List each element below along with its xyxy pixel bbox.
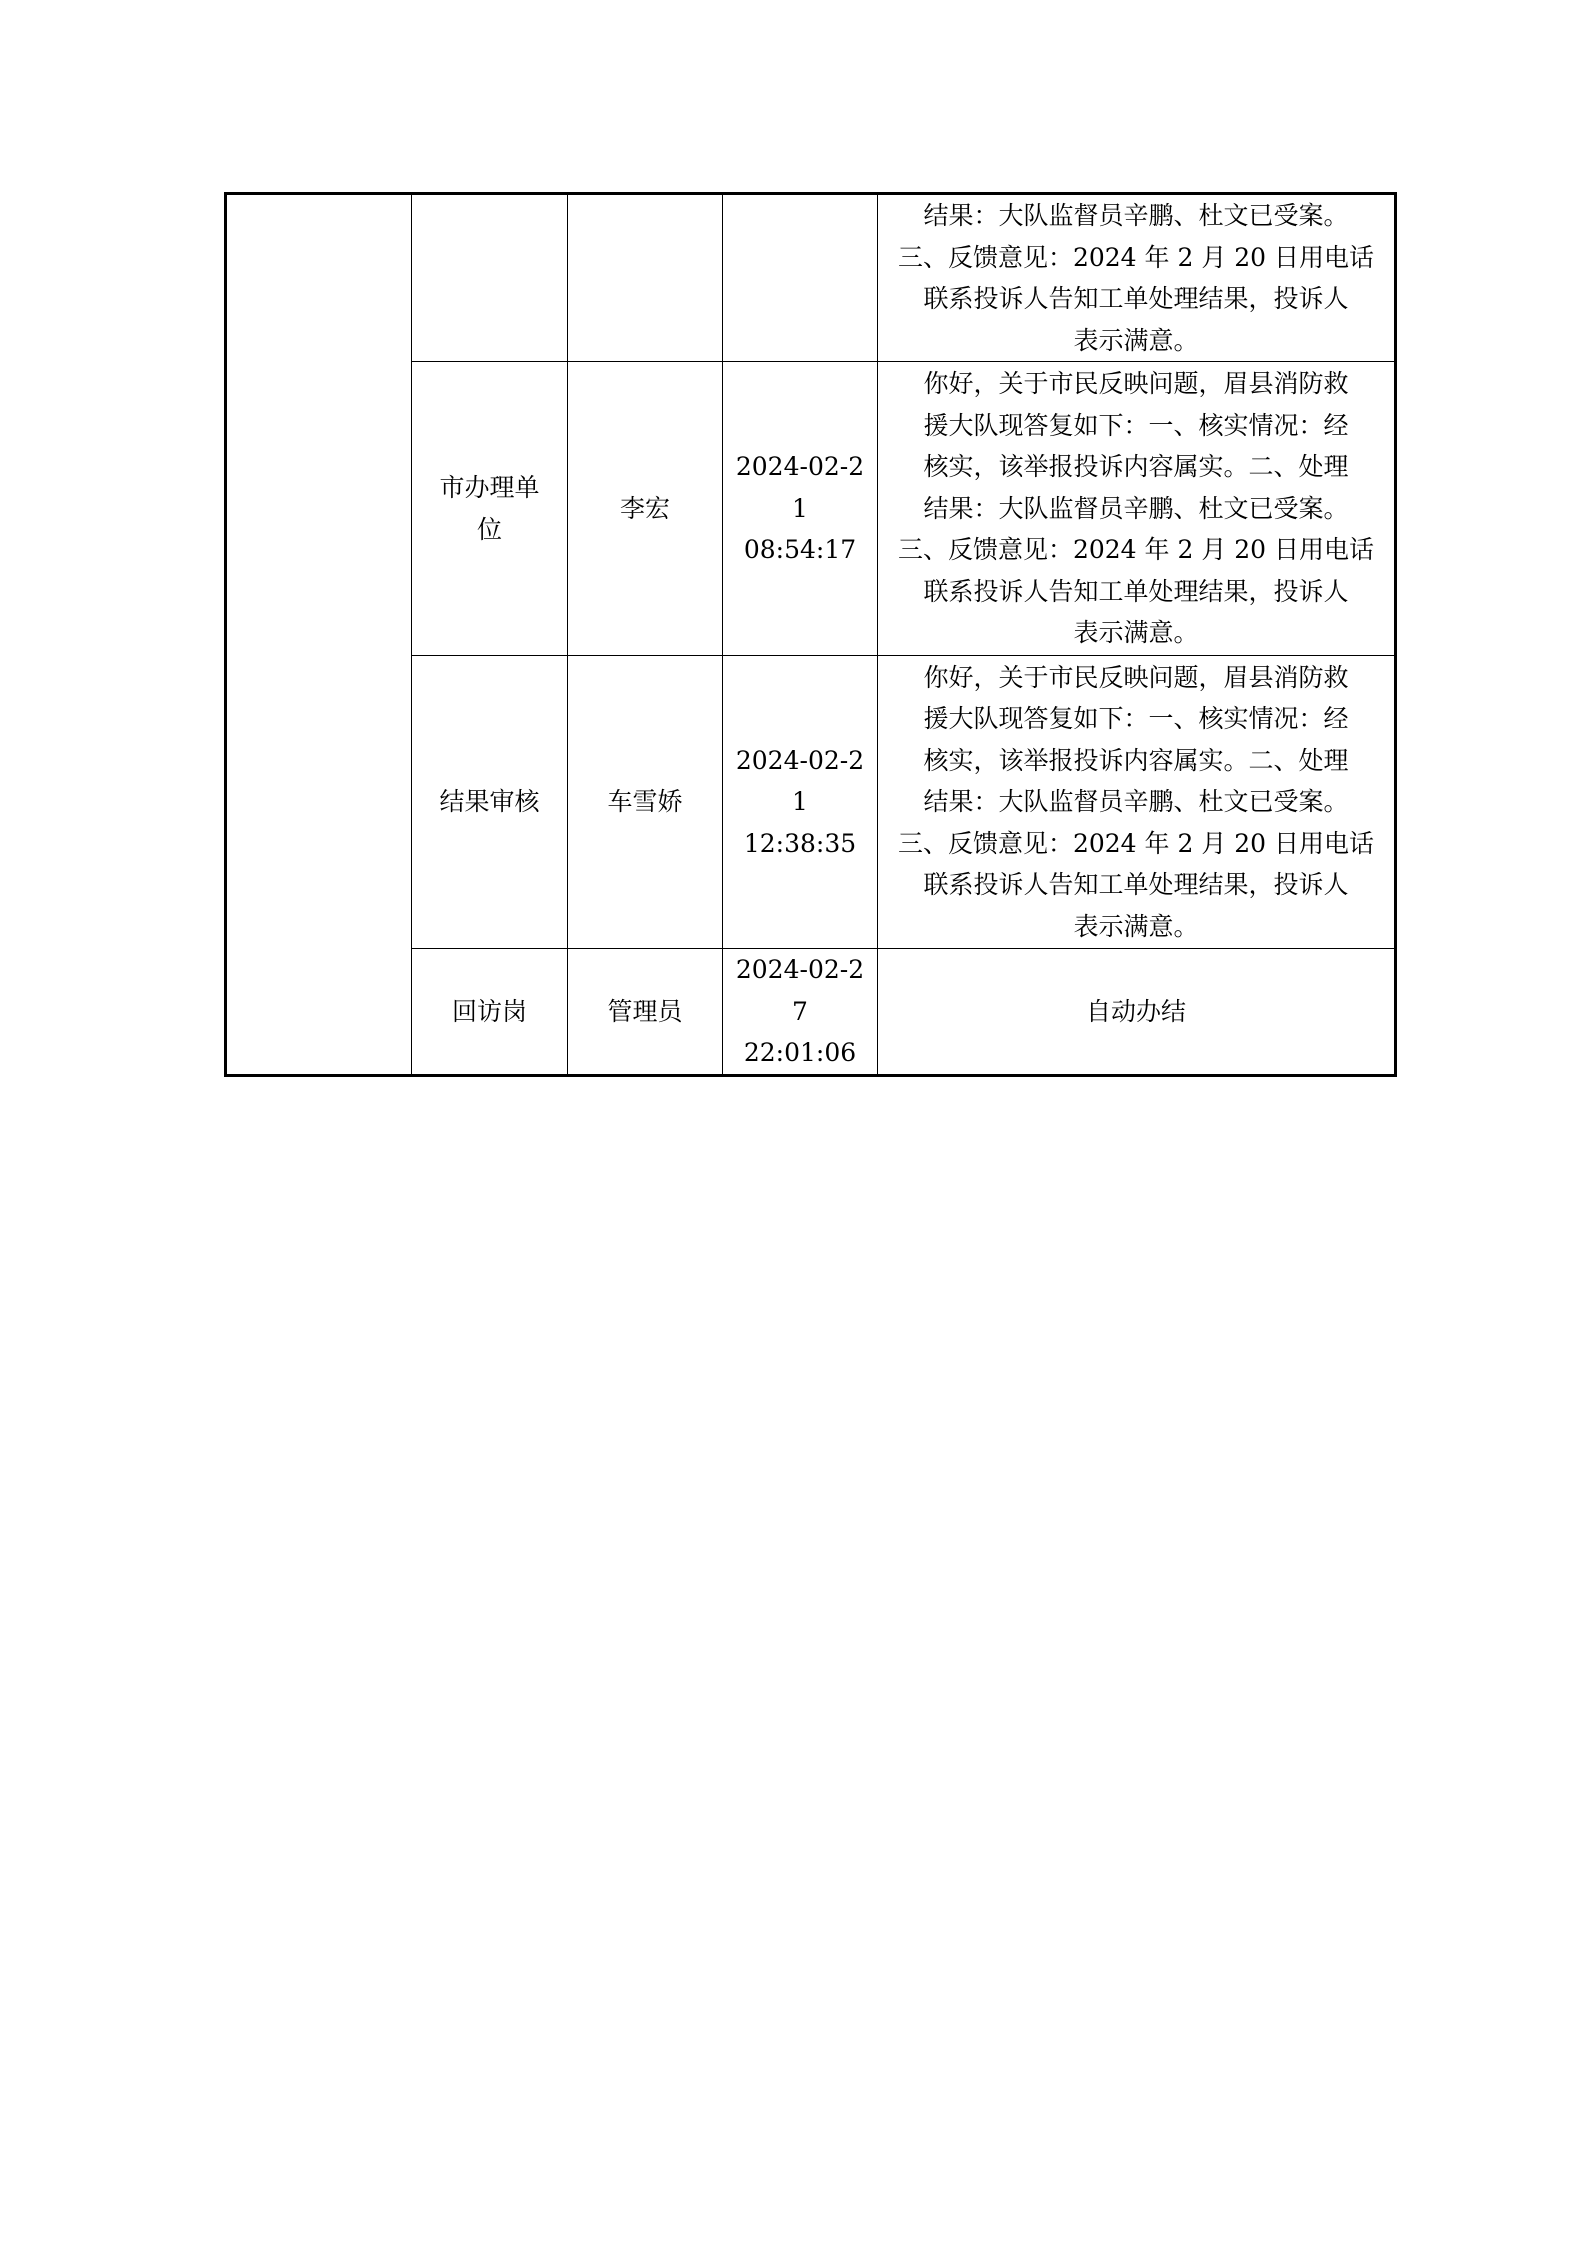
content-line: 联系投诉人告知工单处理结果，投诉人: [923, 284, 1349, 313]
time-line: 08:54:17: [743, 535, 857, 565]
content-line: 援大队现答复如下：一、核实情况：经: [923, 410, 1349, 440]
content-cell: [878, 194, 1396, 362]
content-line: 结果：大队监督员辛鹏、杜文已受案。: [923, 493, 1349, 523]
handler-cell: 李宏: [568, 362, 723, 656]
unit-line: 回访岗: [451, 996, 527, 1026]
handler-cell: 管理员: [568, 949, 723, 1076]
content-line: 核实，该举报投诉内容属实。二、处理: [923, 452, 1349, 482]
content-line: 联系投诉人告知工单处理结果，投诉人: [923, 870, 1349, 900]
time-line: 7: [792, 996, 808, 1026]
unit-line: 结果审核: [439, 787, 540, 817]
content-line: 表示满意。: [1073, 325, 1199, 355]
time-cell: [723, 362, 878, 656]
content-line: 表示满意。: [1073, 911, 1199, 941]
time-line: 22:01:06: [743, 1038, 857, 1068]
content-line: 三、反馈意见：2024 年 2 月 20 日用电话: [897, 535, 1375, 565]
content-line: 三、反馈意见：2024 年 2 月 20 日用电话: [897, 242, 1375, 272]
handler-cell: 车雪娇: [568, 656, 723, 949]
time-line: 1: [792, 493, 808, 523]
content-line: 自动办结: [1085, 996, 1186, 1026]
content-cell: [878, 949, 1396, 1076]
time-line: 1: [792, 787, 808, 817]
time-line: 2024-02-2: [735, 955, 865, 985]
unit-line: 市办理单: [439, 473, 540, 502]
time-cell: [723, 194, 878, 362]
unit-line: 位: [476, 514, 502, 544]
unit-cell: [412, 949, 568, 1076]
time-line: 2024-02-2: [735, 745, 865, 775]
process-record-table: [224, 192, 1397, 1077]
time-line: 2024-02-2: [735, 452, 865, 482]
content-line: 你好，关于市民反映问题，眉县消防救: [923, 369, 1349, 399]
unit-cell: [412, 194, 568, 362]
content-line: 三、反馈意见：2024 年 2 月 20 日用电话: [897, 828, 1375, 858]
content-line: 表示满意。: [1073, 618, 1199, 648]
content-line: 你好，关于市民反映问题，眉县消防救: [923, 662, 1349, 692]
unit-cell: [412, 656, 568, 949]
content-line: 联系投诉人告知工单处理结果，投诉人: [923, 576, 1349, 606]
table-row: [226, 194, 1396, 362]
content-line: 结果：大队监督员辛鹏、杜文已受案。: [923, 201, 1349, 230]
content-cell: [878, 656, 1396, 949]
content-line: 援大队现答复如下：一、核实情况：经: [923, 704, 1349, 734]
unit-cell: [412, 362, 568, 656]
time-line: 12:38:35: [743, 828, 857, 858]
handler-cell: [568, 194, 723, 362]
content-line: 结果：大队监督员辛鹏、杜文已受案。: [923, 787, 1349, 817]
content-line: 核实，该举报投诉内容属实。二、处理: [923, 745, 1349, 775]
time-cell: [723, 656, 878, 949]
content-cell: [878, 362, 1396, 656]
blank-category-cell: [226, 194, 412, 1076]
time-cell: [723, 949, 878, 1076]
